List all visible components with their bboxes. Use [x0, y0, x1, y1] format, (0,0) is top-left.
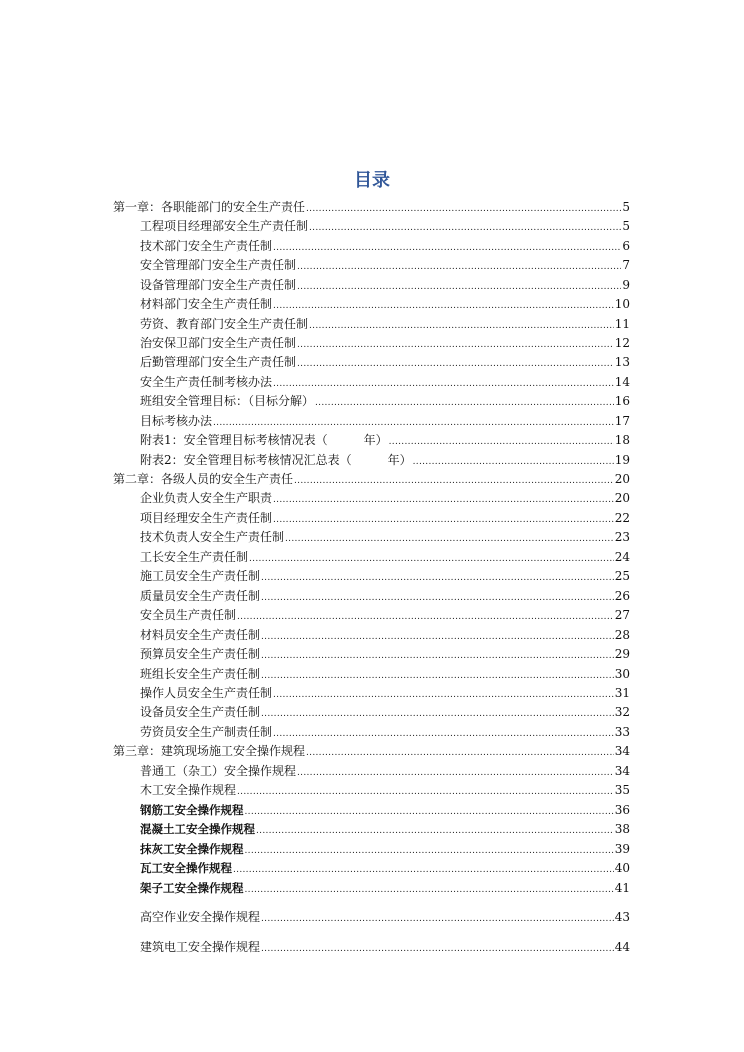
toc-title: 目录 — [354, 170, 390, 191]
toc-entry-label: 设备员安全生产责任制 — [140, 705, 261, 719]
toc-entry-page-number: 23 — [614, 530, 630, 544]
toc-entry-page-number: 34 — [614, 744, 630, 758]
toc-entry-page-number: 20 — [614, 472, 630, 486]
toc-entry-label: 班组长安全生产责任制 — [140, 667, 261, 681]
toc-chapter-entry[interactable] — [113, 742, 630, 761]
toc-entry-page-number: 22 — [614, 511, 630, 525]
toc-entry[interactable] — [140, 431, 630, 450]
toc-entry-label: 木工安全操作规程 — [140, 783, 237, 797]
toc-entry-page-number: 31 — [614, 686, 630, 700]
toc-entry-label: 操作人员安全生产责任制 — [140, 686, 273, 700]
toc-entry-page-number: 32 — [614, 705, 630, 719]
dot-leader — [273, 491, 614, 510]
toc-entry-label: 附表2：安全管理目标考核情况汇总表（ 年） — [140, 453, 412, 467]
toc-entry-page-number: 5 — [622, 219, 630, 233]
toc-entry[interactable] — [140, 334, 630, 353]
toc-entry-label: 班组安全管理目标：（目标分解） — [140, 394, 315, 408]
toc-entry-label: 工程项目经理部安全生产责任制 — [140, 219, 309, 233]
toc-entry-page-number: 20 — [614, 491, 630, 505]
toc-entry-label: 瓦工安全操作规程 — [140, 861, 232, 875]
toc-entry[interactable] — [140, 412, 630, 431]
toc-entry[interactable] — [140, 606, 630, 625]
toc-entry-page-number: 12 — [614, 336, 630, 350]
toc-entry[interactable] — [140, 879, 630, 898]
toc-entry[interactable] — [140, 353, 630, 372]
toc-entry[interactable] — [140, 762, 630, 781]
toc-entry-page-number: 17 — [614, 414, 630, 428]
toc-entry-page-number: 7 — [622, 258, 630, 272]
toc-entry-label: 架子工安全操作规程 — [140, 881, 244, 895]
toc-entry-label: 项目经理安全生产责任制 — [140, 511, 273, 525]
toc-entry-label: 建筑电工安全操作规程 — [140, 940, 261, 954]
toc-entry-page-number: 6 — [622, 239, 630, 253]
dot-leader — [315, 394, 614, 413]
toc-entry[interactable] — [140, 938, 630, 957]
toc-entry[interactable] — [140, 801, 630, 820]
toc-entry-page-number: 24 — [614, 550, 630, 564]
toc-entry[interactable] — [140, 626, 630, 645]
toc-entry[interactable] — [140, 489, 630, 508]
toc-chapter-entry[interactable] — [113, 470, 630, 489]
dot-leader — [306, 744, 614, 763]
toc-entry-label: 混凝土工安全操作规程 — [140, 822, 255, 836]
toc-entry-page-number: 34 — [614, 764, 630, 778]
toc-entry-label: 普通工（杂工）安全操作规程 — [140, 764, 297, 778]
toc-entry-page-number: 30 — [614, 667, 630, 681]
dot-leader — [256, 822, 614, 841]
toc-entry-label: 技术部门安全生产责任制 — [140, 239, 273, 253]
toc-entry[interactable] — [140, 665, 630, 684]
dot-leader — [245, 881, 614, 900]
toc-entry[interactable] — [140, 276, 630, 295]
toc-entry[interactable] — [140, 781, 630, 800]
toc-entry-page-number: 33 — [614, 725, 630, 739]
toc-entry-label: 质量员安全生产责任制 — [140, 589, 261, 603]
toc-entry[interactable] — [140, 567, 630, 586]
toc-entry[interactable] — [140, 217, 630, 236]
toc-entry-label: 第三章：建筑现场施工安全操作规程 — [113, 744, 306, 758]
toc-entry-page-number: 14 — [614, 375, 630, 389]
toc-entry-label: 工长安全生产责任制 — [140, 550, 249, 564]
toc-entry[interactable] — [140, 840, 630, 859]
toc-entry[interactable] — [140, 548, 630, 567]
toc-chapter-entry[interactable] — [113, 198, 630, 217]
dot-leader — [261, 910, 614, 929]
toc-entry[interactable] — [140, 703, 630, 722]
toc-entry-page-number: 19 — [614, 453, 630, 467]
toc-entry[interactable] — [140, 820, 630, 839]
toc-entry-page-number: 5 — [622, 200, 630, 214]
toc-entry-label: 企业负责人安全生产职责 — [140, 491, 273, 505]
toc-entry-page-number: 36 — [614, 803, 630, 817]
toc-entry-page-number: 28 — [614, 628, 630, 642]
toc-entry-page-number: 27 — [614, 608, 630, 622]
toc-entry[interactable] — [140, 237, 630, 256]
toc-entry-label: 附表1：安全管理目标考核情况表（ 年） — [140, 433, 388, 447]
toc-entry[interactable] — [140, 528, 630, 547]
toc-entry-page-number: 9 — [622, 278, 630, 292]
toc-entry-label: 技术负责人安全生产责任制 — [140, 530, 285, 544]
toc-entry[interactable] — [140, 392, 630, 411]
toc-entry[interactable] — [140, 451, 630, 470]
toc-entry-page-number: 25 — [614, 569, 630, 583]
toc-entry[interactable] — [140, 509, 630, 528]
toc-entry-page-number: 13 — [614, 355, 630, 369]
toc-entry-page-number: 35 — [614, 783, 630, 797]
dot-leader — [297, 258, 621, 277]
toc-entry-label: 材料员安全生产责任制 — [140, 628, 261, 642]
toc-entry[interactable] — [140, 684, 630, 703]
toc-entry[interactable] — [140, 587, 630, 606]
toc-entry[interactable] — [140, 295, 630, 314]
toc-entry-label: 安全生产责任制考核办法 — [140, 375, 273, 389]
toc-entry-label: 第一章：各职能部门的安全生产责任 — [113, 200, 306, 214]
dot-leader — [309, 219, 621, 238]
toc-entry-page-number: 43 — [614, 910, 630, 924]
toc-entry[interactable] — [140, 859, 630, 878]
toc-entry-label: 安全员生产责任制 — [140, 608, 237, 622]
dot-leader — [261, 705, 614, 724]
toc-entry[interactable] — [140, 908, 630, 927]
toc-entry-page-number: 41 — [614, 881, 630, 895]
dot-leader — [261, 647, 614, 666]
dot-leader — [237, 783, 614, 802]
toc-entry-label: 高空作业安全操作规程 — [140, 910, 261, 924]
toc-entry-label: 施工员安全生产责任制 — [140, 569, 261, 583]
toc-entry[interactable] — [140, 256, 630, 275]
toc-entry-page-number: 38 — [614, 822, 630, 836]
toc-entry-label: 第二章：各级人员的安全生产责任 — [113, 472, 294, 486]
toc-entry[interactable] — [140, 373, 630, 392]
toc-entry-page-number: 10 — [614, 297, 630, 311]
toc-entry-page-number: 40 — [614, 861, 630, 875]
toc-entry-label: 材料部门安全生产责任制 — [140, 297, 273, 311]
toc-entry-label: 劳资员安全生产制责任制 — [140, 725, 273, 739]
toc-entry-label: 目标考核办法 — [140, 414, 213, 428]
toc-entry-label: 劳资、教育部门安全生产责任制 — [140, 317, 309, 331]
dot-leader — [233, 861, 614, 880]
dot-leader — [261, 569, 614, 588]
dot-leader — [273, 297, 614, 316]
toc-entry-label: 治安保卫部门安全生产责任制 — [140, 336, 297, 350]
toc-entry-page-number: 39 — [614, 842, 630, 856]
toc-entry[interactable] — [140, 723, 630, 742]
toc-entry-label: 设备管理部门安全生产责任制 — [140, 278, 297, 292]
toc-entry-page-number: 16 — [614, 394, 630, 408]
dot-leader — [237, 608, 614, 627]
toc-entry-label: 钢筋工安全操作规程 — [140, 803, 244, 817]
toc-entry-label: 后勤管理部门安全生产责任制 — [140, 355, 297, 369]
toc-entry-label: 抹灰工安全操作规程 — [140, 842, 244, 856]
toc-entry-label: 安全管理部门安全生产责任制 — [140, 258, 297, 272]
toc-entry-label: 预算员安全生产责任制 — [140, 647, 261, 661]
toc-entry-page-number: 11 — [614, 317, 630, 331]
dot-leader — [389, 433, 614, 452]
toc-entry-page-number: 29 — [614, 647, 630, 661]
toc-entry[interactable] — [140, 645, 630, 664]
toc-entry[interactable] — [140, 315, 630, 334]
dot-leader — [297, 355, 614, 374]
dot-leader — [261, 940, 614, 959]
dot-leader — [285, 530, 614, 549]
toc-entry-page-number: 18 — [614, 433, 630, 447]
toc-entry-page-number: 44 — [614, 940, 630, 954]
toc-entry-page-number: 26 — [614, 589, 630, 603]
